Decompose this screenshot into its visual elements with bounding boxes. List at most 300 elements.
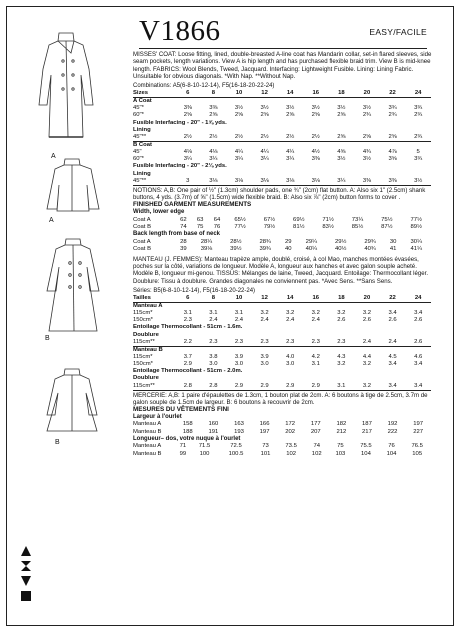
table-cell: 4.6 bbox=[414, 353, 423, 360]
table-cell: 18 bbox=[329, 295, 355, 303]
table-cell: 81½ bbox=[293, 223, 305, 230]
table-cell: 3½ bbox=[337, 105, 346, 112]
table-row bbox=[133, 171, 431, 178]
table-cell: 29½ bbox=[334, 238, 347, 245]
table-cell: 2.3 bbox=[329, 339, 355, 347]
row-label: Sizes bbox=[133, 90, 175, 98]
table-cell: 2½ bbox=[175, 134, 201, 142]
table-cell: 3½ bbox=[362, 105, 372, 112]
table-row bbox=[133, 112, 431, 119]
row-label: 115cm** bbox=[133, 383, 175, 391]
table-cell: 3⅛ bbox=[303, 178, 329, 186]
table-cell: 4.0 bbox=[286, 353, 295, 360]
table-cell: 4¾ bbox=[362, 149, 372, 156]
coat-b-back-figure bbox=[41, 365, 103, 446]
row-label: Manteau A bbox=[133, 421, 162, 428]
table-row bbox=[133, 120, 431, 127]
table-cell: 3⅛ bbox=[226, 178, 252, 186]
table-row bbox=[133, 141, 431, 149]
row-label: A Coat bbox=[133, 98, 152, 105]
english-finished-sub1: Width, lower edge bbox=[133, 208, 185, 215]
french-finished-sub1: Largeur à l'ourlet bbox=[133, 413, 182, 420]
table-cell: 2½ bbox=[226, 134, 252, 142]
table-cell: 202 bbox=[285, 428, 296, 435]
table-cell: 3¼ bbox=[286, 156, 295, 163]
table-cell: 30 bbox=[389, 238, 397, 245]
table-cell: 4¼ bbox=[286, 149, 295, 156]
difficulty-tag: EASY/FACILE bbox=[369, 27, 427, 37]
table-cell: 3¾ bbox=[388, 105, 397, 112]
table-cell: 3½ bbox=[362, 156, 372, 163]
table-cell: 3.8 bbox=[209, 353, 218, 360]
table-cell: 3.4 bbox=[405, 383, 431, 391]
row-label: 115cm** bbox=[133, 339, 175, 347]
table-cell: 29¼ bbox=[305, 238, 318, 245]
table-cell: 193 bbox=[234, 428, 244, 435]
table-cell: 2.6 bbox=[414, 317, 423, 324]
table-cell: 2.3 bbox=[201, 339, 227, 347]
row-label: 45" bbox=[133, 149, 142, 156]
table-cell: 4⅝ bbox=[337, 149, 346, 156]
table-cell: 20 bbox=[354, 295, 380, 303]
table-cell: 2.2 bbox=[175, 339, 201, 347]
coat-b-front-figure bbox=[41, 235, 105, 342]
table-cell: 3.2 bbox=[337, 361, 346, 368]
header-divider bbox=[139, 48, 427, 49]
table-cell: 3.4 bbox=[388, 310, 397, 317]
symbol-legend bbox=[17, 545, 37, 605]
table-cell: 2.9 bbox=[183, 361, 192, 368]
table-cell: 10 bbox=[226, 295, 252, 303]
table-cell: 3½ bbox=[311, 105, 320, 112]
table-cell: 3.2 bbox=[362, 361, 372, 368]
table-cell: 77½ bbox=[410, 216, 422, 223]
table-cell: 4.5 bbox=[388, 353, 397, 360]
table-cell: 3¼ bbox=[260, 156, 269, 163]
pattern-number: V1866 bbox=[139, 15, 221, 47]
table-cell: 3¾ bbox=[414, 105, 423, 112]
table-cell: 3¼ bbox=[183, 156, 192, 163]
table-cell: 212 bbox=[336, 428, 347, 435]
table-cell: 3.0 bbox=[234, 361, 244, 368]
table-cell: 3⅜ bbox=[311, 156, 320, 163]
table-row bbox=[133, 163, 431, 170]
table-cell: 2.6 bbox=[388, 317, 397, 324]
table-cell: 39⅛ bbox=[200, 245, 213, 252]
table-cell: 3⅛ bbox=[277, 178, 303, 186]
table-cell: 73 bbox=[262, 443, 269, 450]
table-cell: 2.3 bbox=[252, 339, 278, 347]
table-cell: 16 bbox=[303, 295, 329, 303]
row-label: Doublure bbox=[133, 375, 159, 382]
table-row bbox=[133, 98, 431, 106]
table-cell: 73.5 bbox=[285, 443, 297, 450]
table-cell: 3.4 bbox=[388, 361, 397, 368]
french-finished-sub2: Longueur– dos, votre nuque à l'ourlet bbox=[133, 435, 241, 442]
table-cell: 197 bbox=[413, 421, 424, 428]
table-cell: 28½ bbox=[230, 238, 242, 245]
table-cell: 8 bbox=[201, 295, 227, 303]
table-row bbox=[133, 246, 431, 253]
table-cell: 3.4 bbox=[380, 383, 406, 391]
table-cell: 2.3 bbox=[183, 317, 192, 324]
french-finished-length-table bbox=[133, 443, 431, 457]
table-cell: 64 bbox=[213, 216, 221, 223]
table-cell: 2⅝ bbox=[329, 134, 355, 142]
table-cell: 2⅝ bbox=[354, 134, 380, 142]
table-cell: 29¾ bbox=[364, 238, 376, 245]
figure-label: A bbox=[49, 217, 54, 224]
table-cell: 3.0 bbox=[286, 361, 295, 368]
table-cell: 40 bbox=[284, 245, 292, 252]
table-row bbox=[133, 238, 431, 245]
table-cell: 3⅛ bbox=[252, 178, 278, 186]
table-cell: 2¾ bbox=[405, 134, 431, 142]
table-cell: 67½ bbox=[263, 216, 276, 223]
table-cell: 6 bbox=[175, 90, 201, 98]
table-cell: 2.6 bbox=[337, 317, 346, 324]
table-cell: 2.9 bbox=[226, 383, 252, 391]
table-cell: 2.3 bbox=[226, 339, 252, 347]
hourglass-icon bbox=[20, 560, 32, 572]
table-cell: 166 bbox=[259, 421, 270, 428]
table-cell: 77½ bbox=[234, 223, 246, 230]
table-cell: 3.0 bbox=[209, 361, 218, 368]
table-cell: 2½ bbox=[303, 134, 329, 142]
table-cell: 3½ bbox=[260, 105, 269, 112]
english-description: MISSES' COAT: Loose fitting, lined, double-breasted A-line coat has Mandarin collar, set-in flared sleeves, side seam pockets, length variations. View A is hip length and has purchased flexible braid trim. View B is mid-knee length. FABRICS: Wool Blends, Tweed, Jacquard. Interfacing: Lightweight Fusible. Lining: Lining Fabric. Unsuitable for obvious diagonals. *With Nap. **Without Nap. bbox=[133, 51, 432, 80]
table-row bbox=[133, 303, 431, 311]
row-label: Lining bbox=[133, 170, 151, 177]
table-cell: 83½ bbox=[322, 223, 334, 230]
table-cell: 4.4 bbox=[362, 353, 372, 360]
table-row bbox=[133, 310, 431, 317]
row-label: Manteau A bbox=[133, 443, 162, 450]
table-cell: 12 bbox=[252, 90, 278, 98]
table-cell: 2.4 bbox=[286, 317, 295, 324]
table-cell: 2¾ bbox=[414, 112, 423, 119]
table-cell: 99 bbox=[179, 450, 187, 457]
row-label: Coat B bbox=[133, 245, 152, 252]
table-cell: 87½ bbox=[381, 223, 393, 230]
table-cell: 3.0 bbox=[260, 361, 269, 368]
row-label: 45"** bbox=[133, 178, 175, 186]
table-row bbox=[133, 383, 431, 391]
table-cell: 20 bbox=[354, 90, 380, 98]
table-cell: 73¼ bbox=[351, 216, 364, 223]
table-cell: 4⅛ bbox=[183, 149, 192, 156]
row-label: Manteau B bbox=[133, 346, 163, 353]
table-row bbox=[133, 332, 431, 339]
table-cell: 76 bbox=[388, 443, 395, 450]
table-cell: 2.4 bbox=[234, 317, 244, 324]
table-cell: 2.4 bbox=[260, 317, 269, 324]
french-finished-title: MESURES DU VÊTEMENTS FINI bbox=[133, 406, 229, 414]
table-cell: 2.4 bbox=[209, 317, 218, 324]
table-cell: 24 bbox=[405, 295, 431, 303]
table-cell: 3.9 bbox=[234, 353, 244, 360]
table-cell: 18 bbox=[329, 90, 355, 98]
table-cell: 2⅝ bbox=[209, 112, 218, 119]
table-cell: 76.5 bbox=[411, 443, 423, 450]
table-cell: 24 bbox=[405, 90, 431, 98]
table-cell: 3¼ bbox=[329, 178, 355, 186]
table-cell: 2⅝ bbox=[311, 112, 320, 119]
table-row bbox=[133, 354, 431, 361]
table-cell: 69½ bbox=[293, 216, 305, 223]
table-cell: 2.4 bbox=[380, 339, 406, 347]
table-cell: 5 bbox=[416, 149, 420, 156]
table-cell: 2¾ bbox=[362, 112, 372, 119]
square-icon bbox=[20, 590, 32, 602]
table-cell: 3.2 bbox=[260, 310, 269, 317]
table-cell: 3⅛ bbox=[201, 178, 227, 186]
table-cell: 72.5 bbox=[230, 443, 242, 450]
table-cell: 39 bbox=[180, 245, 187, 252]
table-cell: 3½ bbox=[234, 105, 244, 112]
table-cell: 104 bbox=[386, 450, 397, 457]
table-cell: 28¾ bbox=[259, 238, 271, 245]
table-cell: 3.9 bbox=[260, 353, 269, 360]
table-cell: 85½ bbox=[351, 223, 364, 230]
table-cell: 4¼ bbox=[234, 149, 244, 156]
table-cell: 40¾ bbox=[364, 245, 376, 252]
table-row bbox=[133, 421, 431, 428]
row-label: Doublure bbox=[133, 331, 159, 338]
row-label: Coat A bbox=[133, 238, 151, 245]
row-label: 45"* bbox=[133, 105, 144, 112]
table-row bbox=[133, 216, 431, 223]
table-cell: 3 bbox=[175, 178, 201, 186]
table-cell: 2⅝ bbox=[183, 112, 192, 119]
table-cell: 63 bbox=[196, 216, 204, 223]
english-finished-sub2: Back length from base of neck bbox=[133, 230, 221, 237]
table-cell: 2¾ bbox=[388, 112, 397, 119]
table-cell: 3¼ bbox=[234, 156, 244, 163]
table-cell: 39¾ bbox=[259, 245, 271, 252]
table-cell: 182 bbox=[336, 421, 347, 428]
table-cell: 6 bbox=[175, 295, 201, 303]
table-cell: 3⅝ bbox=[388, 156, 397, 163]
table-cell: 188 bbox=[182, 428, 193, 435]
table-cell: 2.9 bbox=[303, 383, 329, 391]
table-cell: 4¼ bbox=[260, 149, 269, 156]
table-cell: 16 bbox=[303, 90, 329, 98]
table-cell: 40¼ bbox=[305, 245, 318, 252]
table-row bbox=[133, 127, 431, 134]
table-cell: 2½ bbox=[201, 134, 227, 142]
row-label: Entoilage Thermocollant - 51cm - 1.6m. bbox=[133, 324, 243, 331]
table-cell: 71.5 bbox=[198, 443, 211, 450]
table-cell: 207 bbox=[310, 428, 321, 435]
table-row bbox=[133, 156, 431, 163]
row-label: Manteau B bbox=[133, 450, 162, 457]
coat-a-back-figure bbox=[41, 155, 103, 224]
table-cell: 102 bbox=[311, 450, 322, 457]
french-series: Séries: B5(6-8-10-12-14), F5(16-18-20-22-24) bbox=[133, 288, 256, 294]
table-cell: 2.9 bbox=[277, 383, 303, 391]
table-cell: 105 bbox=[412, 450, 423, 457]
table-row bbox=[133, 375, 431, 382]
table-cell: 74 bbox=[180, 223, 187, 230]
table-cell: 103 bbox=[335, 450, 346, 457]
table-row bbox=[133, 346, 431, 354]
table-cell: 3.2 bbox=[286, 310, 295, 317]
table-cell: 160 bbox=[208, 421, 219, 428]
illustration-column bbox=[7, 7, 129, 625]
row-label: 115cm* bbox=[133, 310, 153, 317]
row-label: 150cm* bbox=[133, 317, 153, 324]
figure-label: B bbox=[45, 335, 50, 342]
table-cell: 3.2 bbox=[337, 310, 346, 317]
row-label: Fusible Interfacing - 20" - 2⅛ yds. bbox=[133, 163, 227, 170]
table-cell: 102 bbox=[286, 450, 297, 457]
table-cell: 39½ bbox=[230, 245, 242, 252]
french-finished-width-table bbox=[133, 421, 431, 435]
english-combinations: Combinations: A5(6-8-10-12-14), F5(16-18-20-22-24) bbox=[133, 83, 275, 90]
table-cell: 3½ bbox=[337, 156, 346, 163]
table-cell: 2.8 bbox=[201, 383, 227, 391]
table-cell: 222 bbox=[387, 428, 398, 435]
table-cell: 3⅜ bbox=[183, 105, 192, 112]
table-cell: 75.5 bbox=[360, 443, 372, 450]
table-cell: 163 bbox=[234, 421, 244, 428]
table-cell: 191 bbox=[208, 428, 219, 435]
table-cell: 75 bbox=[196, 223, 204, 230]
row-label: Coat A bbox=[133, 216, 151, 223]
table-cell: 3.4 bbox=[414, 361, 423, 368]
table-cell: 14 bbox=[277, 90, 303, 98]
table-row bbox=[133, 149, 431, 156]
row-label: 45"** bbox=[133, 134, 175, 142]
table-cell: 28¼ bbox=[200, 238, 213, 245]
row-label: 150cm* bbox=[133, 361, 153, 368]
table-cell: 75 bbox=[337, 443, 344, 450]
table-cell: 40½ bbox=[334, 245, 347, 252]
table-cell: 3.1 bbox=[209, 310, 218, 317]
row-label: Entoilage Thermocollant - 51cm - 2.0m. bbox=[133, 368, 243, 375]
french-mercerie: MERCERIE: A,B: 1 paire d'épaulettes de 1.3cm, 1 bouton plat de 2cm. A: 6 boutons à tige de 2.5cm, 3.7m de galon souple de 1.5cm de largeur. B: 6 boutons à recouvrir de 2cm. bbox=[133, 391, 428, 406]
table-cell: 3⅜ bbox=[380, 178, 406, 186]
table-cell: 2.3 bbox=[303, 339, 329, 347]
table-row bbox=[133, 178, 431, 186]
table-row bbox=[133, 361, 431, 368]
table-cell: 22 bbox=[380, 295, 406, 303]
table-cell: 100.5 bbox=[228, 450, 244, 457]
table-cell: 2⅝ bbox=[380, 134, 406, 142]
table-cell: 2⅝ bbox=[260, 112, 269, 119]
table-cell: 101 bbox=[260, 450, 271, 457]
row-label: Tailles bbox=[133, 295, 175, 303]
table-cell: 3⅜ bbox=[209, 105, 218, 112]
table-cell: 2⅝ bbox=[286, 112, 295, 119]
table-cell: 2½ bbox=[277, 134, 303, 142]
header bbox=[133, 11, 451, 77]
table-cell: 3½ bbox=[286, 105, 295, 112]
table-cell: 41 bbox=[389, 245, 397, 252]
table-cell: 3¼ bbox=[209, 156, 218, 163]
table-cell: 3⅜ bbox=[354, 178, 380, 186]
table-cell: 217 bbox=[362, 428, 372, 435]
table-cell: 71 bbox=[179, 443, 187, 450]
table-cell: 8 bbox=[201, 90, 227, 98]
english-finished-length-table bbox=[133, 238, 431, 252]
table-cell: 65½ bbox=[234, 216, 246, 223]
row-label: Lining bbox=[133, 126, 151, 133]
table-cell: 3.1 bbox=[234, 310, 244, 317]
table-cell: 3.2 bbox=[354, 383, 380, 391]
table-cell: 30¼ bbox=[410, 238, 422, 245]
table-cell: 22 bbox=[380, 90, 406, 98]
table-cell: 4⅛ bbox=[209, 149, 218, 156]
table-cell: 10 bbox=[226, 90, 252, 98]
table-row bbox=[133, 105, 431, 112]
table-cell: 62 bbox=[180, 216, 187, 223]
table-cell: 2.4 bbox=[354, 339, 380, 347]
table-cell: 3¾ bbox=[414, 156, 423, 163]
row-label: 115cm* bbox=[133, 353, 153, 360]
size-header-row bbox=[133, 90, 431, 98]
table-cell: 4.2 bbox=[311, 353, 320, 360]
table-cell: 41¼ bbox=[410, 245, 422, 252]
table-cell: 3.7 bbox=[183, 353, 192, 360]
table-cell: 74 bbox=[313, 443, 320, 450]
pattern-envelope-back bbox=[6, 6, 454, 626]
table-row bbox=[133, 368, 431, 375]
row-label: Manteau A bbox=[133, 303, 163, 309]
table-cell: 4½ bbox=[311, 149, 320, 156]
table-cell: 227 bbox=[413, 428, 424, 435]
table-cell: 2½ bbox=[252, 134, 278, 142]
table-cell: 79½ bbox=[263, 223, 276, 230]
size-header-row bbox=[133, 295, 431, 303]
table-cell: 28 bbox=[180, 238, 187, 245]
table-cell: 177 bbox=[310, 421, 321, 428]
table-cell: 3.2 bbox=[311, 310, 320, 317]
triangle-down-icon bbox=[20, 575, 32, 587]
table-cell: 2⅝ bbox=[337, 112, 346, 119]
row-label: Fusible Interfacing - 20" - 1⅝ yds. bbox=[133, 119, 227, 126]
table-row bbox=[133, 428, 431, 435]
table-cell: 158 bbox=[182, 421, 193, 428]
table-row bbox=[133, 324, 431, 331]
table-cell: 2.6 bbox=[362, 317, 372, 324]
row-label: Manteau B bbox=[133, 428, 162, 435]
row-label: 60"* bbox=[133, 112, 144, 119]
table-cell: 89½ bbox=[410, 223, 422, 230]
figure-label: A bbox=[51, 153, 56, 160]
table-cell: 2.4 bbox=[311, 317, 320, 324]
table-cell: 14 bbox=[277, 295, 303, 303]
table-cell: 2.8 bbox=[175, 383, 201, 391]
table-cell: 2⅝ bbox=[234, 112, 244, 119]
table-cell: 3½ bbox=[405, 178, 431, 186]
table-cell: 3.2 bbox=[362, 310, 372, 317]
table-row bbox=[133, 317, 431, 324]
table-cell: 104 bbox=[361, 450, 371, 457]
table-cell: 2.6 bbox=[405, 339, 431, 347]
table-cell: 76 bbox=[213, 223, 221, 230]
table-cell: 3.1 bbox=[183, 310, 192, 317]
content-column bbox=[133, 11, 451, 458]
table-row bbox=[133, 339, 431, 347]
french-description: MANTEAU (J. FEMMES): Manteau trapèze ample, doublé, croisé, à col Mao, manches montées évasées, poches sur la côté, variations de longueur. Modèle A, longueur aux hanches et avec galon souple acheté. Modèle B, longueur mi-genou. TISSUS: Mélanges de laine, Tweed, Jacquard. Entoilage: Thermocollant léger. Doublure: Tissu à doublure. Grandes diagonales ne conviennent pas. *Avec Sens. **Sans Sens. bbox=[133, 255, 429, 285]
row-label: 60"* bbox=[133, 156, 144, 163]
table-cell: 192 bbox=[387, 421, 398, 428]
table-cell: 100 bbox=[199, 450, 210, 457]
table-row bbox=[133, 134, 431, 142]
table-cell: 3.1 bbox=[329, 383, 355, 391]
